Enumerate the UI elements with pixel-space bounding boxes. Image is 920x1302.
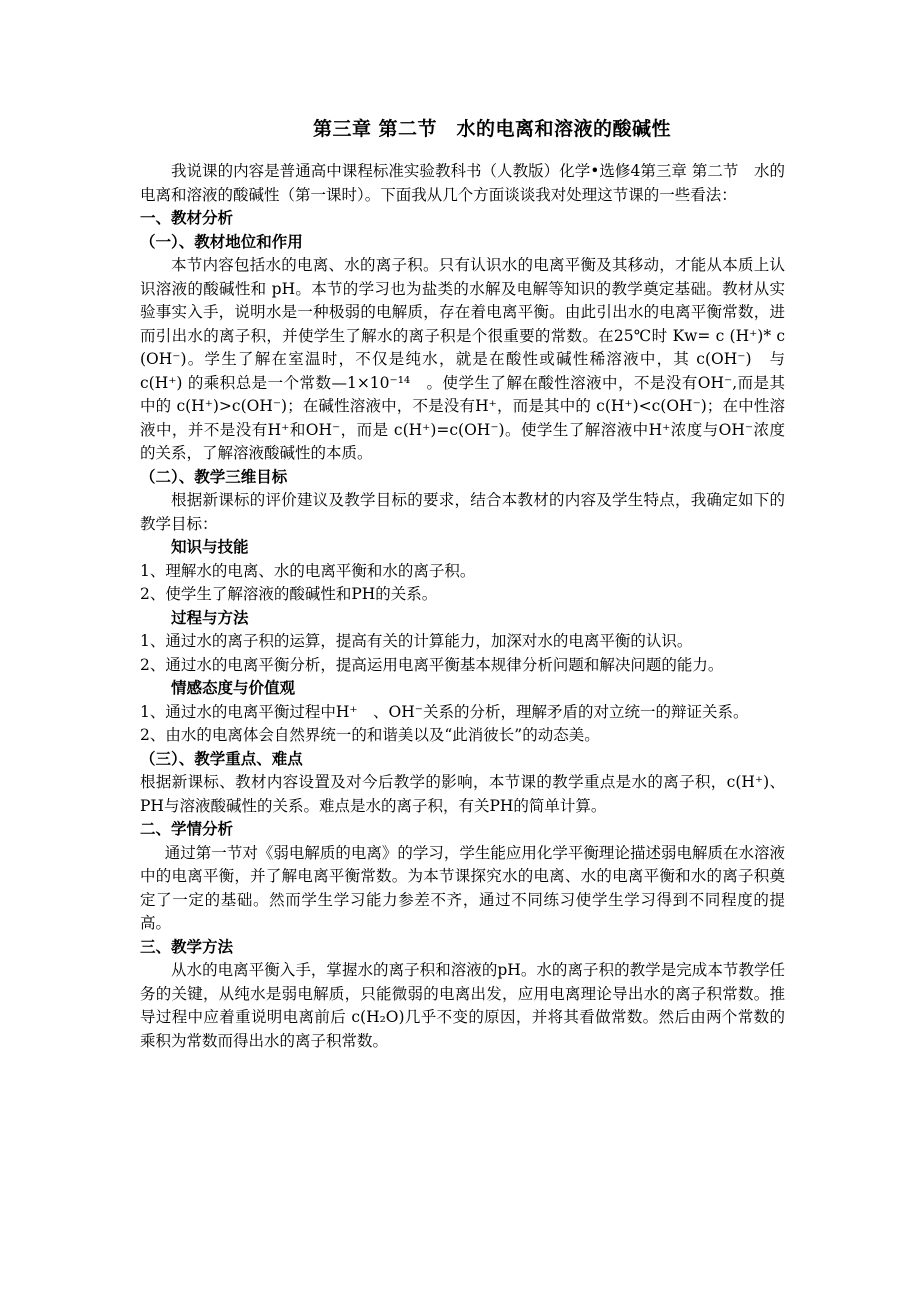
list-item: 1、通过水的离子积的运算，提高有关的计算能力，加深对水的电离平衡的认识。 <box>140 632 693 650</box>
knowledge-heading: 知识与技能 <box>171 538 249 556</box>
section-heading-textbook-analysis: 一、教材分析 <box>140 209 234 227</box>
teaching-method-paragraph: 从水的电离平衡入手，掌握水的离子积和溶液的pH。水的离子积的教学是完成本节教学任务的关键，从纯水是弱电解质，只能微弱的电离出发，应用电离理论导出水的离子积常数。推导过程中应着重说明电离前后 c(H₂O)几乎不变的原因，并将其看做常数。然后由两个常数的乘积为常数而得出水的离子积常数。 <box>140 961 785 1050</box>
student-analysis-paragraph: 通过第一节对《弱电解质的电离》的学习，学生能应用化学平衡理论描述弱电解质在水溶液中的电离平衡，并了解电离平衡常数。为本节课探究水的电离、水的电离平衡和水的离子积奠定了一定的基础。然而学生学习能力参差不齐，通过不同练习使学生学习得到不同程度的提高。 <box>140 843 785 932</box>
objectives-paragraph: 根据新课标的评价建议及教学目标的要求，结合本教材的内容及学生特点，我确定如下的教学目标： <box>140 491 785 533</box>
page-title: 第三章 第二节 水的电离和溶液的酸碱性 <box>312 118 672 140</box>
document-body <box>140 160 785 1053</box>
list-item: 2、使学生了解溶液的酸碱性和PH的关系。 <box>140 585 438 603</box>
list-item: 1、通过水的电离平衡过程中H⁺ 、OH⁻关系的分析，理解矛盾的对立统一的辩证关系。 <box>140 702 749 721</box>
key-points-paragraph: 根据新课标、教材内容设置及对今后教学的影响，本节课的教学重点是水的离子积，c(H⁺)、PH与溶液酸碱性的关系。难点是水的离子积，有关PH的简单计算。 <box>140 773 785 815</box>
subsection-heading-key-points: （三）、教学重点、难点 <box>140 749 303 768</box>
subsection-heading-status: （一）、教材地位和作用 <box>140 232 303 251</box>
list-item: 1、理解水的电离、水的电离平衡和水的离子积。 <box>140 561 476 580</box>
intro-paragraph: 我说课的内容是普通高中课程标准实验教科书（人教版）化学•选修4第三章 第二节 水的电离和溶液的酸碱性（第一课时）。下面我从几个方面谈谈我对处理这节课的一些看法： <box>140 162 785 204</box>
emotion-heading: 情感态度与价值观 <box>171 679 296 697</box>
list-item: 2、由水的电离体会自然界统一的和谐美以及“此消彼长”的动态美。 <box>140 726 600 744</box>
process-heading: 过程与方法 <box>171 608 249 627</box>
status-paragraph: 本节内容包括水的电离、水的离子积。只有认识水的电离平衡及其移动，才能从本质上认识溶液的酸碱性和 pH。本节的学习也为盐类的水解及电解等知识的教学奠定基础。教材从实验事实入手，说明水是一种极弱的电解质，存在着电离平衡。由此引出水的电离平衡常数，进而引出水的离子积，并使学生了解水的离子积是个很重要的常数。在25℃时 Kw= c (H⁺)* c (OH⁻)。学生了解在室温时，不仅是纯水，就是在酸性或碱性稀溶液中，其 c(OH⁻) 与 c(H⁺) 的乘积总是一个常数—1×10⁻¹⁴ 。使学生了解在酸性溶液中，不是没有OH⁻,而是其中的 c(H⁺)>c(OH⁻)；在碱性溶液中，不是没有H⁺，而是其中的 c(H⁺)<c(OH⁻)；在中性溶液中，并不是没有H⁺和OH⁻，而是 c(H⁺)=c(OH⁻)。使学生了解溶液中H⁺浓度与OH⁻浓度的关系，了解溶液酸碱性的本质。 <box>140 256 785 462</box>
list-item: 2、通过水的电离平衡分析，提高运用电离平衡基本规律分析问题和解决问题的能力。 <box>140 655 724 674</box>
section-heading-student-analysis: 二、学情分析 <box>140 820 234 838</box>
subsection-heading-objectives: （二）、教学三维目标 <box>140 467 288 486</box>
section-heading-teaching-method: 三、教学方法 <box>140 937 234 956</box>
